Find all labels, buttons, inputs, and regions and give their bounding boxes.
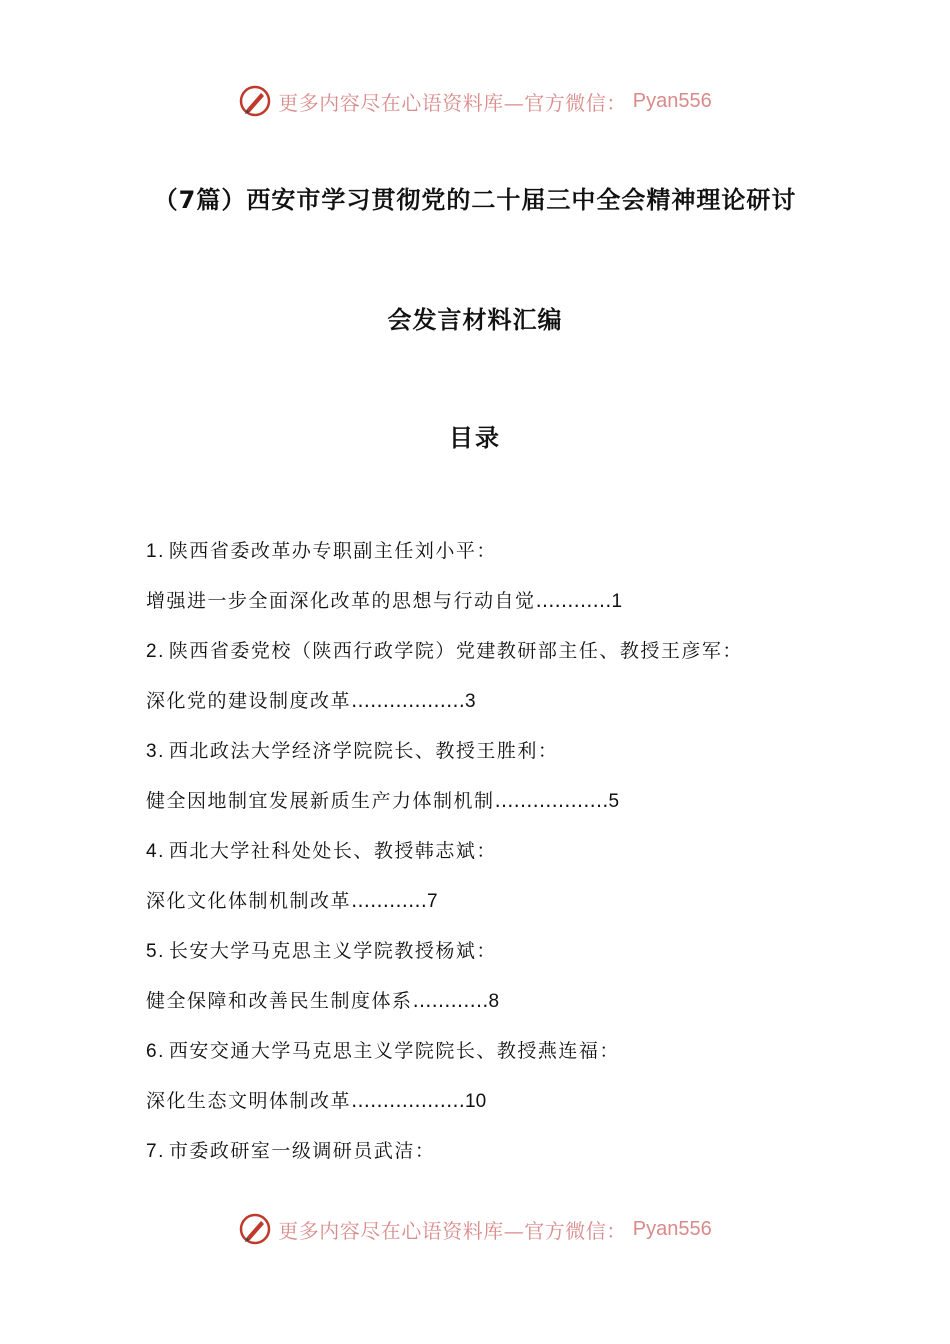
toc-entry-author: 西安交通大学马克思主义学院院长、教授燕连福： — [168, 1040, 620, 1062]
toc-entry-number: 3. — [146, 741, 165, 762]
toc-entry-title: 深化党的建设制度改革 — [146, 690, 352, 712]
document-title-line-1: （7篇）西安市学习贯彻党的二十届三中全会精神理论研讨 — [153, 186, 797, 214]
toc-entry-6-title — [146, 1086, 866, 1136]
toc-entry-title: 增强进一步全面深化改革的思想与行动自觉 — [146, 590, 536, 612]
toc-entry-2-title — [146, 686, 866, 736]
toc-entry-6-author — [146, 1036, 866, 1086]
toc-leader-dots: ………… — [351, 890, 428, 912]
toc-entry-title: 健全因地制宜发展新质生产力体制机制 — [146, 790, 495, 812]
toc-entry-author: 市委政研室一级调研员武洁： — [168, 1140, 436, 1162]
pen-logo-icon — [238, 1212, 272, 1246]
toc-entry-number: 1. — [146, 541, 165, 562]
toc-entry-author: 长安大学马克思主义学院教授杨斌： — [168, 940, 497, 962]
toc-entry-author: 西北大学社科处处长、教授韩志斌： — [168, 840, 497, 862]
toc-entry-7-author — [146, 1136, 866, 1186]
toc-entry-number: 5. — [146, 941, 165, 962]
watermark-wechat-id: Pyan556 — [632, 1217, 712, 1240]
watermark-bottom — [0, 1212, 950, 1246]
toc-page-number: 10 — [465, 1091, 487, 1112]
toc-page-number: 1 — [611, 591, 623, 612]
toc-page-number: 8 — [488, 991, 500, 1012]
watermark-wechat-id: Pyan556 — [632, 89, 712, 112]
toc-entry-4-title — [146, 886, 866, 936]
document-title-line-2: 会发言材料汇编 — [387, 306, 563, 334]
toc-leader-dots: ……………… — [351, 1090, 466, 1112]
toc-page-number: 5 — [608, 791, 620, 812]
watermark-text: 更多内容尽在心语资料库—官方微信： — [278, 1218, 627, 1243]
pen-logo-icon — [238, 84, 272, 118]
toc-leader-dots: ……………… — [351, 690, 466, 712]
toc-entry-number: 4. — [146, 841, 165, 862]
toc-entry-1-title — [146, 586, 866, 636]
toc-leader-dots: ……………… — [494, 790, 609, 812]
watermark-text: 更多内容尽在心语资料库—官方微信： — [278, 90, 627, 115]
toc-entry-author: 陕西省委改革办专职副主任刘小平： — [168, 540, 497, 562]
toc-entry-number: 6. — [146, 1041, 165, 1062]
toc-entry-5-author — [146, 936, 866, 986]
toc-entry-title: 健全保障和改善民生制度体系 — [146, 990, 413, 1012]
toc-heading: 目录 — [449, 424, 501, 452]
toc-entry-3-author — [146, 736, 866, 786]
toc-page-number: 3 — [465, 691, 476, 712]
toc-leader-dots: ………… — [535, 590, 612, 612]
table-of-contents — [146, 536, 866, 1186]
toc-leader-dots: ………… — [412, 990, 489, 1012]
toc-entry-title: 深化生态文明体制改革 — [146, 1090, 352, 1112]
toc-entry-number: 2. — [146, 641, 165, 662]
toc-entry-4-author — [146, 836, 866, 886]
toc-entry-1-author — [146, 536, 866, 586]
toc-entry-2-author — [146, 636, 866, 686]
toc-entry-title: 深化文化体制机制改革 — [146, 890, 352, 912]
toc-entry-author: 陕西省委党校（陕西行政学院）党建教研部主任、教授王彦军： — [168, 640, 743, 662]
watermark-top — [0, 84, 950, 118]
toc-entry-author: 西北政法大学经济学院院长、教授王胜利： — [168, 740, 559, 762]
toc-page-number: 7 — [427, 891, 438, 912]
toc-entry-number: 7. — [146, 1141, 165, 1162]
toc-entry-5-title — [146, 986, 866, 1036]
toc-entry-3-title — [146, 786, 866, 836]
